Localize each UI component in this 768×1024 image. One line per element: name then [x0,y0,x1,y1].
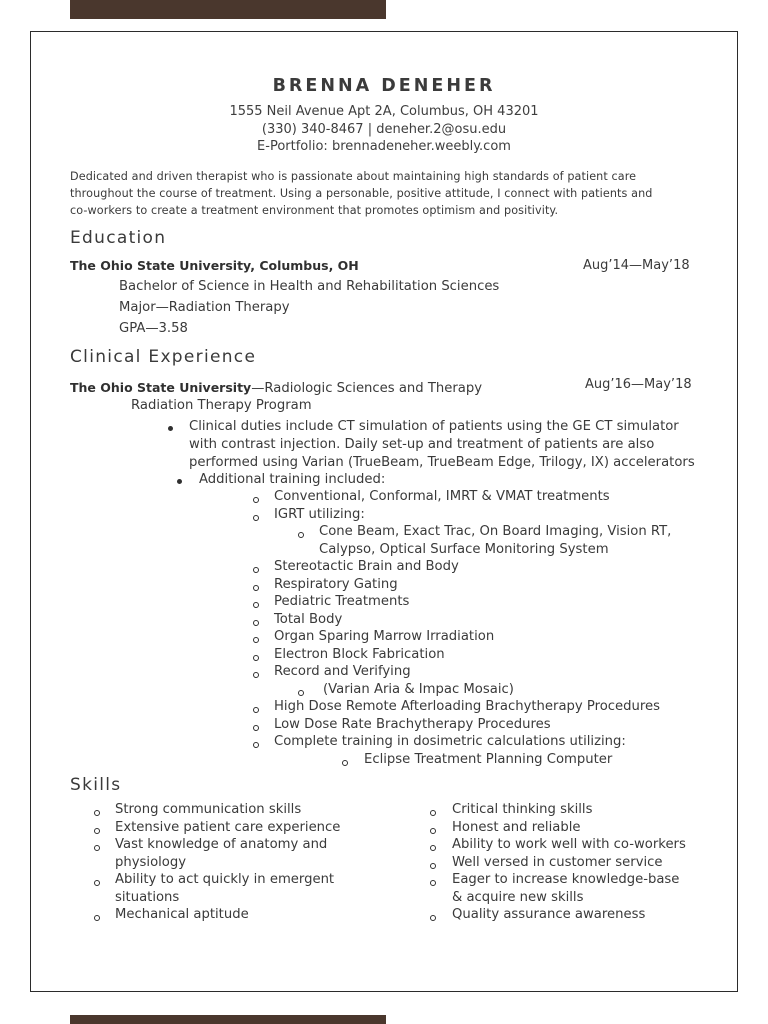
training-item: Electron Block Fabrication [274,646,445,662]
igrt-sub-item: Calypso, Optical Surface Monitoring System [319,541,609,557]
circle-bullet-icon [253,725,259,731]
circle-bullet-icon [253,567,259,573]
skill-item: Critical thinking skills [452,802,593,817]
dosimetry-sub-item: Eclipse Treatment Planning Computer [364,751,613,767]
bottom-accent-bar [70,1015,386,1024]
training-item: High Dose Remote Afterloading Brachytherapy Procedures [274,699,661,714]
skill-item: Honest and reliable [452,819,581,835]
circle-bullet-icon [94,810,100,816]
circle-bullet-icon [94,880,100,886]
major: Major—Radiation Therapy [119,300,290,315]
resume-name: BRENNA DENEHER [272,76,496,96]
skill-item: physiology [115,854,187,870]
clinical-org-line [70,377,482,396]
circle-bullet-icon [253,515,259,521]
summary-line: co-workers to create a treatment environment that promotes optimism and positivity. [70,204,559,217]
skill-item: Vast knowledge of anatomy and [115,837,328,852]
circle-bullet-icon [430,915,436,921]
clinical-dates: Aug’16—May’18 [585,377,692,392]
bullet-icon [177,479,182,484]
skill-item: Mechanical aptitude [115,907,249,922]
circle-bullet-icon [94,828,100,834]
circle-bullet-icon [298,690,304,696]
gpa: GPA—3.58 [119,321,188,336]
top-accent-bar [70,0,386,19]
summary-line: Dedicated and driven therapist who is passionate about maintaining high standards of patient care [70,170,637,183]
circle-bullet-icon [253,655,259,661]
circle-bullet-icon [253,602,259,608]
circle-bullet-icon [430,863,436,869]
additional-training-label: Additional training included: [199,472,386,487]
phone-email: (330) 340-8467 | deneher.2@osu.edu [261,122,507,137]
clinical-org: The Ohio State University [70,380,252,395]
circle-bullet-icon [253,742,259,748]
circle-bullet-icon [253,620,259,626]
igrt-sub-item: Cone Beam, Exact Trac, On Board Imaging, Vision RT, [319,524,672,539]
circle-bullet-icon [253,637,259,643]
duties-line: Clinical duties include CT simulation of patients using the GE CT simulator [189,419,679,434]
training-item: Low Dose Rate Brachytherapy Procedures [274,716,551,732]
education-dates: Aug’14—May’18 [583,258,690,273]
circle-bullet-icon [253,707,259,713]
duties-line: performed using Varian (TrueBeam, TrueBeam Edge, Trilogy, IX) accelerators [189,455,695,470]
circle-bullet-icon [253,672,259,678]
skills-heading: Skills [70,775,122,795]
training-item: Pediatric Treatments [274,594,410,609]
training-item: Stereotactic Brain and Body [274,559,459,574]
skill-item: Well versed in customer service [452,854,663,870]
circle-bullet-icon [94,845,100,851]
clinical-heading: Clinical Experience [70,347,257,367]
education-school: The Ohio State University, Columbus, OH [70,258,359,273]
circle-bullet-icon [430,880,436,886]
training-item: Total Body [274,611,343,627]
skill-item: & acquire new skills [452,889,584,905]
training-item: Respiratory Gating [274,576,398,592]
duties-line: with contrast injection. Daily set-up and treatment of patients are also [189,437,655,452]
skill-item: Quality assurance awareness [452,907,646,922]
training-item: Organ Sparing Marrow Irradiation [274,629,495,644]
skill-item: Strong communication skills [115,802,302,817]
training-item: Record and Verifying [274,664,411,679]
skill-item: Ability to work well with co-workers [452,837,686,852]
program-name: Radiation Therapy Program [131,398,312,413]
summary-line: throughout the course of treatment. Using a personable, positive attitude, I connect with patients and [70,187,653,200]
skill-item: Eager to increase knowledge-base [452,872,680,887]
circle-bullet-icon [430,828,436,834]
summary [70,168,700,219]
circle-bullet-icon [430,810,436,816]
training-item: Conventional, Conformal, IMRT & VMAT treatments [274,489,610,504]
skill-item: Extensive patient care experience [115,819,341,835]
skill-item: situations [115,889,180,905]
address: 1555 Neil Avenue Apt 2A, Columbus, OH 43201 [229,104,539,119]
circle-bullet-icon [253,497,259,503]
skill-item: Ability to act quickly in emergent [115,872,335,887]
circle-bullet-icon [253,585,259,591]
clinical-org-suffix: —Radiologic Sciences and Therapy [251,381,483,396]
training-item: IGRT utilizing: [274,506,365,522]
bullet-icon [168,426,173,431]
circle-bullet-icon [94,915,100,921]
circle-bullet-icon [430,845,436,851]
degree: Bachelor of Science in Health and Rehabilitation Sciences [119,279,500,294]
training-item: Complete training in dosimetric calculations utilizing: [274,734,626,749]
circle-bullet-icon [342,760,348,766]
circle-bullet-icon [298,532,304,538]
portfolio-link: E-Portfolio: brennadeneher.weebly.com [257,139,511,154]
education-heading: Education [70,228,167,248]
record-sub-item: (Varian Aria & Impac Mosaic) [323,681,514,697]
